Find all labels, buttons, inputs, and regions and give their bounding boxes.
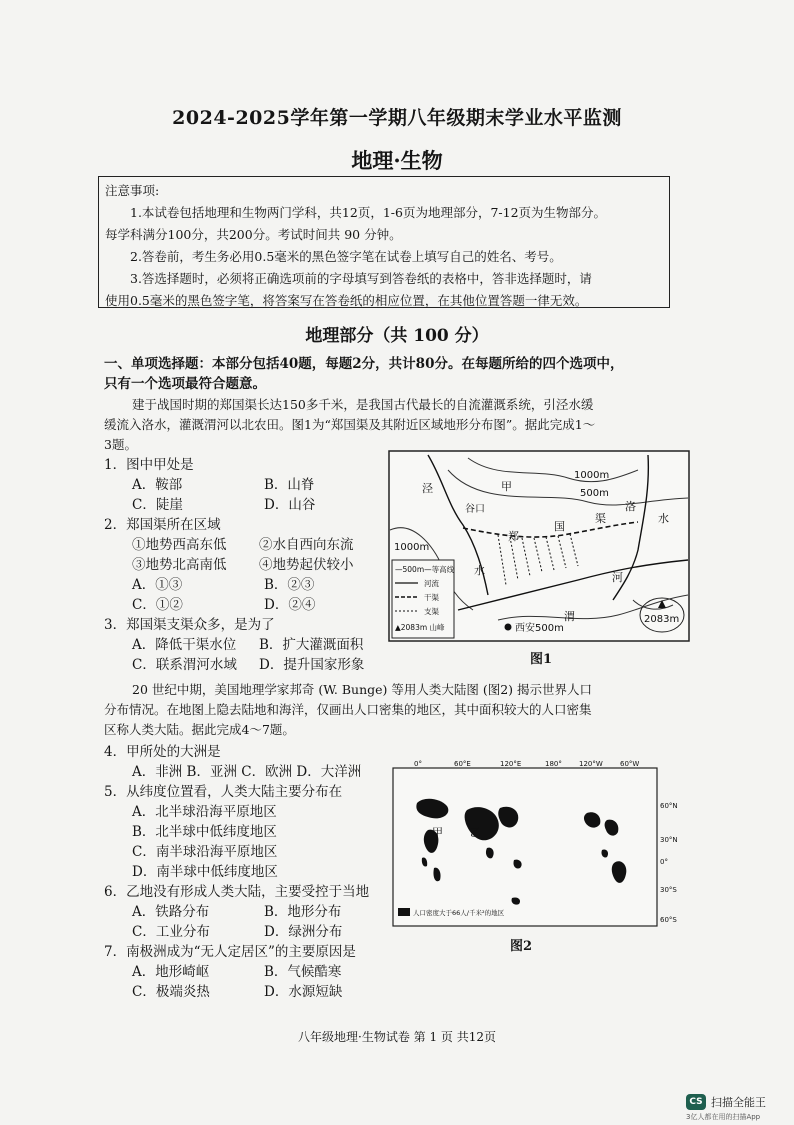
notice-heading: 注意事项:	[105, 183, 160, 198]
figure1-map	[388, 450, 690, 648]
question-stem: 1．图中甲处是	[104, 457, 194, 473]
exam-subtitle: 地理·生物	[351, 148, 443, 173]
figure2-caption: 图2	[510, 939, 533, 954]
page-footer: 八年级地理·生物试卷 第 1 页 共12页	[298, 1030, 496, 1044]
contour-label: 1000m	[394, 542, 430, 553]
option: D．南半球中低纬度地区	[132, 864, 278, 880]
question-stem: 2．郑国渠所在区域	[104, 517, 221, 533]
scanner-logo-icon: CS	[686, 1094, 706, 1110]
map-label: 洛	[625, 500, 636, 513]
map-label: 水	[658, 512, 669, 525]
notice-line: 使用0.5毫米的黑色签字笔，将答案写在答卷纸的相应位置，在其他位置答题一律无效。	[105, 293, 588, 308]
legend-item: 支渠	[424, 607, 439, 616]
option: A．鞍部	[132, 477, 183, 493]
option: C．联系渭河水域	[132, 657, 237, 673]
option: B．地形分布	[264, 904, 342, 920]
contour-label: 1000m	[574, 470, 610, 481]
map-label: 河	[612, 571, 623, 584]
passage-line: 建于战国时期的郑国渠长达150多千米，是我国古代最长的自流灌溉系统，引泾水缓	[132, 397, 594, 412]
question-stem: 4．甲所处的大洲是	[104, 744, 221, 760]
legend-item: 干渠	[424, 593, 439, 602]
scanner-app-name: 扫描全能王	[711, 1096, 766, 1109]
section-title: 地理部分（共 100 分）	[305, 326, 489, 346]
lon-label: 180°	[545, 760, 562, 768]
option: D．②④	[264, 597, 316, 613]
option: B．北半球中低纬度地区	[132, 824, 277, 840]
passage-line: 区称人类大陆。据此完成4～7题。	[104, 722, 295, 737]
statement: ②水自西向东流	[259, 537, 354, 553]
section-instruction: 一、单项选择题：本部分包括40题，每题2分，共计80分。在每题所给的四个选项中，	[104, 356, 624, 372]
option: D．绿洲分布	[264, 924, 343, 940]
passage-line: 分布情况。在地图上隐去陆地和海洋，仅画出人口密集的地区，其中面积较大的人口密集	[104, 702, 592, 717]
lat-label: 60°N	[660, 802, 678, 810]
option: D．提升国家形象	[259, 657, 365, 673]
figure1-caption: 图1	[530, 652, 553, 667]
map-label: 甲	[501, 480, 512, 493]
lon-label: 120°W	[579, 760, 603, 768]
legend-swatch	[398, 908, 410, 916]
city-label: 西安500m	[515, 623, 564, 634]
lon-label: 60°W	[620, 760, 640, 768]
map-label: 渠	[595, 512, 606, 525]
legend-item: 人口密度大于66人/千米²的地区	[413, 909, 505, 917]
peak-label: 2083m	[644, 614, 680, 625]
passage-line: 3题。	[104, 437, 137, 452]
option: A．地形崎岖	[132, 964, 210, 980]
map-label: 谷口	[465, 504, 485, 515]
statement: ①地势西高东低	[132, 537, 227, 553]
figure2-map	[392, 758, 678, 930]
lon-label: 120°E	[500, 760, 522, 768]
notice-line: 1.本试卷包括地理和生物两门学科，共12页，1-6页为地理部分，7-12页为生物部分。	[130, 205, 607, 220]
question-stem: 5．从纬度位置看，人类大陆主要分布在	[104, 784, 343, 800]
option: C．工业分布	[132, 924, 210, 940]
map-label: 水	[474, 564, 485, 577]
notice-line: 3.答选择题时，必须将正确选项前的字母填写到答卷纸的表格中，答非选择题时，请	[130, 271, 592, 286]
legend-item: —500m—等高线	[395, 565, 455, 574]
scanner-tagline: 3亿人都在用的扫描App	[686, 1113, 761, 1121]
statement: ③地势北高南低	[132, 557, 227, 573]
map-label: 渭	[564, 610, 575, 623]
option: C．①②	[132, 597, 183, 613]
option-row: A．非洲 B．亚洲 C．欧洲 D．大洋洲	[132, 764, 362, 780]
option: B．气候酷寒	[264, 964, 342, 980]
passage-line: 缓流入洛水，灌溉渭河以北农田。图1为“郑国渠及其附近区域地形分布图”。据此完成1～	[104, 417, 596, 432]
statement: ④地势起伏较小	[259, 557, 354, 573]
option: B．②③	[264, 577, 315, 593]
option: C．极端炎热	[132, 984, 210, 1000]
lat-label: 30°N	[660, 836, 678, 844]
lat-label: 0°	[660, 858, 668, 866]
map-label: 泾	[422, 482, 433, 495]
lon-label: 0°	[414, 760, 422, 768]
question-stem: 7．南极洲成为“无人定居区”的主要原因是	[104, 944, 356, 960]
city-marker-icon	[505, 624, 512, 631]
map-label: 郑	[508, 530, 519, 543]
section-instruction: 只有一个选项最符合题意。	[104, 376, 266, 392]
notice-box	[98, 176, 670, 308]
passage-line: 20 世纪中期，美国地理学家邦奇 (W. Bunge) 等用人类大陆图 (图2) 揭示世界人口	[132, 682, 593, 697]
question-stem: 3．郑国渠支渠众多，是为了	[104, 617, 275, 633]
lon-label: 60°E	[454, 760, 471, 768]
contour-label: 500m	[580, 488, 609, 499]
lat-label: 60°S	[660, 916, 677, 924]
legend-item: 河流	[424, 579, 439, 588]
option: B．扩大灌溉面积	[259, 637, 364, 653]
option: A．北半球沿海平原地区	[132, 804, 277, 820]
option: D．山谷	[264, 497, 316, 513]
map-label: 国	[554, 520, 565, 533]
map-label: 乙	[470, 826, 481, 839]
legend-item: ▲2083m 山峰	[395, 623, 445, 632]
exam-title: 2024-2025学年第一学期八年级期末学业水平监测	[172, 107, 622, 129]
option: A．①③	[132, 577, 183, 593]
question-stem: 6．乙地没有形成人类大陆，主要受控于当地	[104, 884, 370, 900]
option: A．降低干渠水位	[132, 637, 237, 653]
option: A．铁路分布	[132, 904, 210, 920]
option: C．陡崖	[132, 497, 183, 513]
option: C．南半球沿海平原地区	[132, 844, 278, 860]
option: D．水源短缺	[264, 984, 343, 1000]
option: B．山脊	[264, 477, 315, 493]
lat-label: 30°S	[660, 886, 677, 894]
notice-line: 2.答卷前，考生务必用0.5毫米的黑色签字笔在试卷上填写自己的姓名、考号。	[130, 249, 562, 264]
map-label: 甲	[432, 826, 443, 839]
notice-line: 每学科满分100分，共200分。考试时间共 90 分钟。	[105, 227, 402, 242]
